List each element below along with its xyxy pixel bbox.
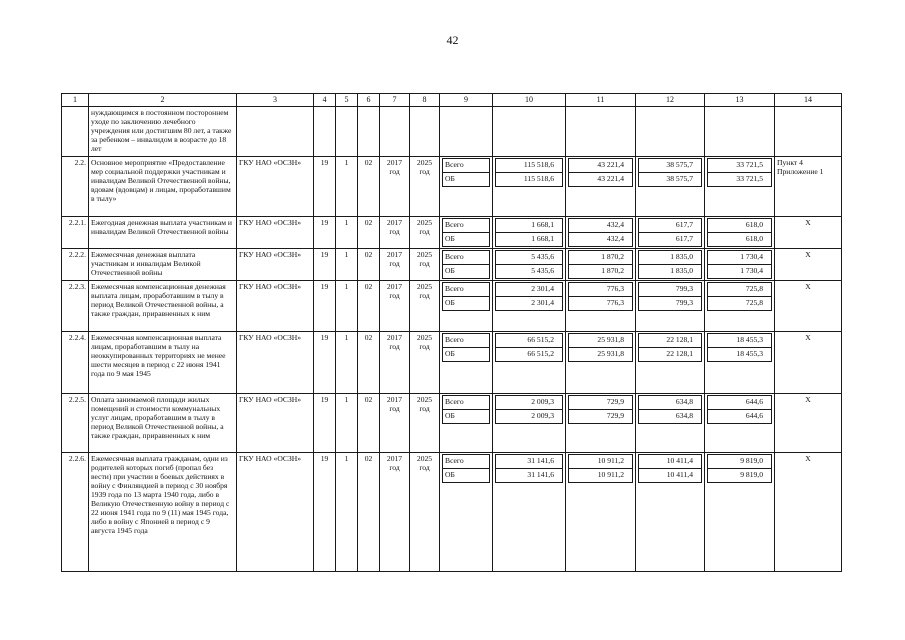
- amount-col13: [705, 156, 775, 216]
- row-note: Х: [775, 248, 842, 280]
- table-row: [62, 156, 842, 216]
- program-table: [61, 93, 842, 572]
- row-description: Ежемесячная денежная выплата участникам и инвалидам Великой Отечественной войны: [89, 248, 237, 280]
- amount-col12-regional: 10 411,4: [639, 468, 702, 482]
- row-col6: 02: [358, 331, 380, 393]
- row-col6: 02: [358, 393, 380, 452]
- funding-source-total: Всего: [443, 218, 490, 232]
- amount-col11: [566, 280, 636, 331]
- column-header: 9: [440, 94, 493, 107]
- row-description: Ежемесячная компенсационная денежная выплата лицам, проработавшим в тылу в период Великой Отечественной войны, а также граждан, приравненных к ним: [89, 280, 237, 331]
- amount-col11-total: 1 870,2: [569, 250, 633, 264]
- amount-col11-regional: 432,4: [569, 232, 633, 246]
- column-header: 14: [775, 94, 842, 107]
- funding-source: [440, 156, 493, 216]
- row-note: Х: [775, 216, 842, 248]
- amount-col11-regional: 25 931,8: [569, 347, 633, 361]
- row-number: 2.2.3.: [62, 280, 89, 331]
- row-end-year: 2025 год: [410, 331, 440, 393]
- amount-col13-total: 9 819,0: [708, 454, 772, 468]
- amount-col13-regional: 725,8: [708, 296, 772, 310]
- amount-col12-total: 634,8: [639, 395, 702, 409]
- amount-col11-regional: 729,9: [569, 409, 633, 423]
- row-number: 2.2.2.: [62, 248, 89, 280]
- row-start-year: 2017 год: [380, 452, 410, 571]
- funding-source: [440, 248, 493, 280]
- amount-col10-regional: 2 301,4: [496, 296, 563, 310]
- amount-col11-total: 10 911,2: [569, 454, 633, 468]
- funding-source-regional: ОБ: [443, 468, 490, 482]
- amount-col10: [493, 452, 566, 571]
- column-header: 5: [336, 94, 358, 107]
- amount-col11-total: 432,4: [569, 218, 633, 232]
- amount-col13-regional: 18 455,3: [708, 347, 772, 361]
- row-organization: ГКУ НАО «ОСЗН»: [237, 331, 314, 393]
- funding-source-regional: ОБ: [443, 172, 490, 186]
- row-organization: ГКУ НАО «ОСЗН»: [237, 280, 314, 331]
- amount-col13: [705, 280, 775, 331]
- column-header: 11: [566, 94, 636, 107]
- amount-col13: [705, 331, 775, 393]
- amount-col10: [493, 216, 566, 248]
- amount-col13: [705, 393, 775, 452]
- amount-col12-total: 799,3: [639, 282, 702, 296]
- row-col6: 02: [358, 280, 380, 331]
- row-number: 2.2.5.: [62, 393, 89, 452]
- table-row: [62, 452, 842, 571]
- table-row: [62, 393, 842, 452]
- funding-source-regional: ОБ: [443, 232, 490, 246]
- amount-col12: [636, 248, 705, 280]
- row-description: Ежегодная денежная выплата участникам и инвалидам Великой Отечественной войны: [89, 216, 237, 248]
- row-number: 2.2.: [62, 156, 89, 216]
- column-header: 4: [314, 94, 336, 107]
- row-col5: 1: [336, 280, 358, 331]
- amount-col12-regional: 22 128,1: [639, 347, 702, 361]
- amount-col12: [636, 156, 705, 216]
- amount-col11-total: 729,9: [569, 395, 633, 409]
- amount-col13-regional: 618,0: [708, 232, 772, 246]
- amount-col12-regional: 617,7: [639, 232, 702, 246]
- funding-source-total: Всего: [443, 395, 490, 409]
- funding-source: [440, 280, 493, 331]
- row-start-year: 2017 год: [380, 331, 410, 393]
- row-end-year: 2025 год: [410, 280, 440, 331]
- row-col5: 1: [336, 248, 358, 280]
- row-col5: 1: [336, 393, 358, 452]
- row-end-year: 2025 год: [410, 248, 440, 280]
- funding-source-total: Всего: [443, 333, 490, 347]
- amount-col13: [705, 452, 775, 571]
- table-row: [62, 248, 842, 280]
- amount-col11-total: 43 221,4: [569, 158, 633, 172]
- amount-col11: [566, 452, 636, 571]
- column-header: 13: [705, 94, 775, 107]
- row-start-year: 2017 год: [380, 248, 410, 280]
- amount-col10-regional: 5 435,6: [496, 264, 563, 278]
- row-description: Ежемесячная компенсационная выплата лицам, проработавшим в тылу на неоккупированных территориях не менее шести месяцев в период с 22 июня 1941 года по 9 мая 1945: [89, 331, 237, 393]
- amount-col11-regional: 776,3: [569, 296, 633, 310]
- funding-source: [440, 393, 493, 452]
- amount-col13-regional: 33 721,5: [708, 172, 772, 186]
- row-col6: 02: [358, 452, 380, 571]
- row-note: Х: [775, 393, 842, 452]
- amount-col11-regional: 43 221,4: [569, 172, 633, 186]
- row-col4: 19: [314, 248, 336, 280]
- amount-col10-regional: 31 141,6: [496, 468, 563, 482]
- amount-col13-total: 33 721,5: [708, 158, 772, 172]
- amount-col10: [493, 331, 566, 393]
- amount-col11-total: 25 931,8: [569, 333, 633, 347]
- funding-source: [440, 216, 493, 248]
- row-organization: ГКУ НАО «ОСЗН»: [237, 393, 314, 452]
- table-row: [62, 331, 842, 393]
- row-col4: 19: [314, 393, 336, 452]
- amount-col11-regional: 10 911,2: [569, 468, 633, 482]
- table-row: [62, 280, 842, 331]
- column-header: 7: [380, 94, 410, 107]
- amount-col10: [493, 393, 566, 452]
- amount-col10: [493, 280, 566, 331]
- funding-source-total: Всего: [443, 454, 490, 468]
- table-row: [62, 216, 842, 248]
- amount-col12-total: 617,7: [639, 218, 702, 232]
- row-number: 2.2.1.: [62, 216, 89, 248]
- column-header: 1: [62, 94, 89, 107]
- row-col5: 1: [336, 452, 358, 571]
- funding-source-total: Всего: [443, 282, 490, 296]
- amount-col10-total: 1 668,1: [496, 218, 563, 232]
- column-header: 6: [358, 94, 380, 107]
- column-header: 2: [89, 94, 237, 107]
- amount-col11: [566, 331, 636, 393]
- continuation-row: [62, 106, 842, 156]
- funding-source: [440, 452, 493, 571]
- row-col5: 1: [336, 331, 358, 393]
- amount-col10-regional: 115 518,6: [496, 172, 563, 186]
- row-start-year: 2017 год: [380, 393, 410, 452]
- header-row: [62, 94, 842, 107]
- row-organization: ГКУ НАО «ОСЗН»: [237, 156, 314, 216]
- row-start-year: 2017 год: [380, 156, 410, 216]
- amount-col12: [636, 216, 705, 248]
- amount-col10-regional: 1 668,1: [496, 232, 563, 246]
- amount-col11: [566, 248, 636, 280]
- amount-col13-total: 18 455,3: [708, 333, 772, 347]
- amount-col12-total: 1 835,0: [639, 250, 702, 264]
- amount-col10-total: 66 515,2: [496, 333, 563, 347]
- row-note: Х: [775, 452, 842, 571]
- row-end-year: 2025 год: [410, 393, 440, 452]
- amount-col11-regional: 1 870,2: [569, 264, 633, 278]
- amount-col11: [566, 156, 636, 216]
- funding-source-regional: ОБ: [443, 409, 490, 423]
- row-start-year: 2017 год: [380, 216, 410, 248]
- amount-col12-total: 38 575,7: [639, 158, 702, 172]
- amount-col12: [636, 393, 705, 452]
- amount-col12-regional: 1 835,0: [639, 264, 702, 278]
- row-col6: 02: [358, 248, 380, 280]
- amount-col10: [493, 248, 566, 280]
- amount-col13-total: 644,6: [708, 395, 772, 409]
- amount-col10-regional: 2 009,3: [496, 409, 563, 423]
- amount-col13: [705, 248, 775, 280]
- row-col5: 1: [336, 216, 358, 248]
- amount-col12: [636, 331, 705, 393]
- row-organization: ГКУ НАО «ОСЗН»: [237, 216, 314, 248]
- row-organization: ГКУ НАО «ОСЗН»: [237, 248, 314, 280]
- row-description: Оплата занимаемой площади жилых помещений и стоимости коммунальных услуг лицам, проработавшим в тылу в период Великой Отечественной войны, а также граждан, приравненных к ним: [89, 393, 237, 452]
- row-end-year: 2025 год: [410, 156, 440, 216]
- amount-col13-total: 618,0: [708, 218, 772, 232]
- row-number: 2.2.4.: [62, 331, 89, 393]
- row-description: Основное мероприятие «Предоставление мер социальной поддержки участникам и инвалидам Великой Отечественной войны, вдовам (вдовцам) и лицам, проработавшим в тылу»: [89, 156, 237, 216]
- row-note: Х: [775, 331, 842, 393]
- amount-col12: [636, 280, 705, 331]
- continuation-text: нуждающимся в постоянном постороннем уходе по заключению лечебного учреждения или достигшим 80 лет, а также за ребенком – инвалидом в возрасте до 18 лет: [89, 106, 237, 156]
- row-col4: 19: [314, 331, 336, 393]
- row-note: Х: [775, 280, 842, 331]
- amount-col13-regional: 644,6: [708, 409, 772, 423]
- row-col4: 19: [314, 156, 336, 216]
- row-col5: 1: [336, 156, 358, 216]
- amount-col13-total: 725,8: [708, 282, 772, 296]
- amount-col10: [493, 156, 566, 216]
- amount-col10-total: 31 141,6: [496, 454, 563, 468]
- row-end-year: 2025 год: [410, 216, 440, 248]
- amount-col12-regional: 38 575,7: [639, 172, 702, 186]
- amount-col10-regional: 66 515,2: [496, 347, 563, 361]
- column-header: 3: [237, 94, 314, 107]
- row-end-year: 2025 год: [410, 452, 440, 571]
- amount-col10-total: 2 009,3: [496, 395, 563, 409]
- row-description: Ежемесячная выплата гражданам, одни из родителей которых погиб (пропал без вести) при участии в боевых действиях в войну с Финляндией в период с 30 ноября 1939 года по 13 марта 1940 года, либо в Великую Отечественную войну в период с 22 июня 1941 года по 9 (11) мая 1945 года, либо в войну с Японией в период с 9 августа 1945 года: [89, 452, 237, 571]
- funding-source: [440, 331, 493, 393]
- amount-col10-total: 5 435,6: [496, 250, 563, 264]
- amount-col12-regional: 799,3: [639, 296, 702, 310]
- amount-col10-total: 2 301,4: [496, 282, 563, 296]
- row-organization: ГКУ НАО «ОСЗН»: [237, 452, 314, 571]
- column-header: 10: [493, 94, 566, 107]
- row-number: 2.2.6.: [62, 452, 89, 571]
- row-col4: 19: [314, 216, 336, 248]
- amount-col12-total: 22 128,1: [639, 333, 702, 347]
- amount-col12: [636, 452, 705, 571]
- amount-col13: [705, 216, 775, 248]
- amount-col13-regional: 1 730,4: [708, 264, 772, 278]
- row-start-year: 2017 год: [380, 280, 410, 331]
- amount-col11-total: 776,3: [569, 282, 633, 296]
- amount-col10-total: 115 518,6: [496, 158, 563, 172]
- page-number: 42: [446, 33, 459, 47]
- funding-source-regional: ОБ: [443, 296, 490, 310]
- row-col4: 19: [314, 280, 336, 331]
- row-col6: 02: [358, 156, 380, 216]
- funding-source-total: Всего: [443, 158, 490, 172]
- amount-col11: [566, 393, 636, 452]
- amount-col13-regional: 9 819,0: [708, 468, 772, 482]
- funding-source-regional: ОБ: [443, 264, 490, 278]
- row-col6: 02: [358, 216, 380, 248]
- column-header: 12: [636, 94, 705, 107]
- funding-source-regional: ОБ: [443, 347, 490, 361]
- funding-source-total: Всего: [443, 250, 490, 264]
- row-note: Пункт 4 Приложение 1: [775, 156, 842, 216]
- amount-col11: [566, 216, 636, 248]
- column-header: 8: [410, 94, 440, 107]
- amount-col12-total: 10 411,4: [639, 454, 702, 468]
- amount-col12-regional: 634,8: [639, 409, 702, 423]
- row-col4: 19: [314, 452, 336, 571]
- amount-col13-total: 1 730,4: [708, 250, 772, 264]
